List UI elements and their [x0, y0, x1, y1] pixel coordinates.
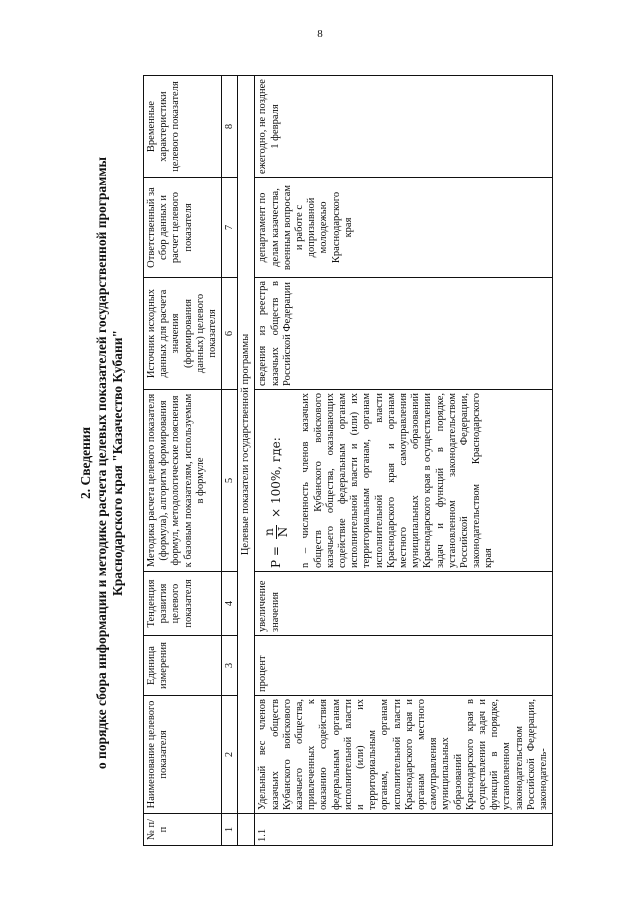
indicator-unit: процент: [255, 636, 553, 696]
page-number: 8: [317, 28, 323, 40]
header-number: № п/п: [144, 814, 222, 846]
column-number: 1: [222, 814, 238, 846]
heading-line-2: о порядке сбора информации и методике расчета целевых показателей государственной программы: [94, 156, 109, 770]
column-number-row: [222, 76, 238, 846]
document-heading: [78, 68, 126, 858]
formula-fraction: [263, 525, 290, 540]
indicators-table: [143, 75, 553, 846]
formula-numerator: n: [263, 525, 277, 540]
table-row: [255, 76, 553, 846]
data-source: сведения из реестра казачьих обществ в Российской Федерации: [255, 278, 553, 390]
row-id: 1.1: [255, 814, 553, 846]
header-row: [144, 76, 222, 846]
timing: ежегодно, не позднее 1 февраля: [255, 76, 553, 178]
formula-denominator: N: [276, 526, 291, 538]
formula-lhs: P =: [269, 546, 284, 568]
column-number: 7: [222, 178, 238, 278]
responsible-body: департамент по делам казачества, военным вопросам и работе с допризывной молодежью Краснодарского края: [255, 178, 553, 278]
column-number: 2: [222, 696, 238, 814]
column-number: 6: [222, 278, 238, 390]
indicator-trend: увеличение значения: [255, 572, 553, 636]
header-trend: Тенденция развития целевого показателя: [144, 572, 222, 636]
column-number: 3: [222, 636, 238, 696]
section-spacer: [238, 814, 255, 846]
header-method: Методика расчета целевого показателя (формула), алгоритм формирования формул, методологические пояснения к базовым показателям, используемым в формуле: [144, 390, 222, 572]
header-responsible: Ответственный за сбор данных и расчет целевого показателя: [144, 178, 222, 278]
method-formula: [263, 393, 290, 568]
column-number: 8: [222, 76, 238, 178]
heading-line-1: 2. Сведения: [78, 426, 93, 500]
indicator-method: [255, 390, 553, 572]
heading-line-3: Краснодарского края "Казачество Кубани": [110, 329, 125, 597]
formula-rhs: × 100%, где:: [269, 437, 284, 518]
column-number: 5: [222, 390, 238, 572]
section-row: [238, 76, 255, 846]
section-title: Целевые показатели государственной программы: [238, 76, 255, 814]
rotated-page-content: [0, 68, 640, 858]
header-indicator-name: Наименование целевого показателя: [144, 696, 222, 814]
indicator-name: Удельный вес членов казачьих обществ Кубанского войскового казачьего общества, привлеченных к оказанию содействия федеральным органам исполнительной власти и (или) их территориальным органам, органам исполнительной власти Краснодарского края и органам местного самоуправления муниципальных образований Краснодарского края в осуществлении задач и функций в порядке, установленном законодательством Российской Федерации, законодатель-: [255, 696, 553, 814]
method-description: n – численность членов казачьих обществ Кубанского войскового казачьего общества, оказывающих содействие федеральным органам исполнительной власти и (или) их территориальным органам, органам исполнительной власти Краснодарского края и органам местного самоуправления муниципальных образований Краснодарского края в осуществлении задач и функций в порядке, установленном законодательством Российской Федерации, законодательством Краснодарского края: [300, 393, 495, 568]
header-timing: Временные характеристики целевого показателя: [144, 76, 222, 178]
header-unit: Единица измерения: [144, 636, 222, 696]
column-number: 4: [222, 572, 238, 636]
header-source: Источник исходных данных для расчета значения (формирования данных) целевого показателя: [144, 278, 222, 390]
